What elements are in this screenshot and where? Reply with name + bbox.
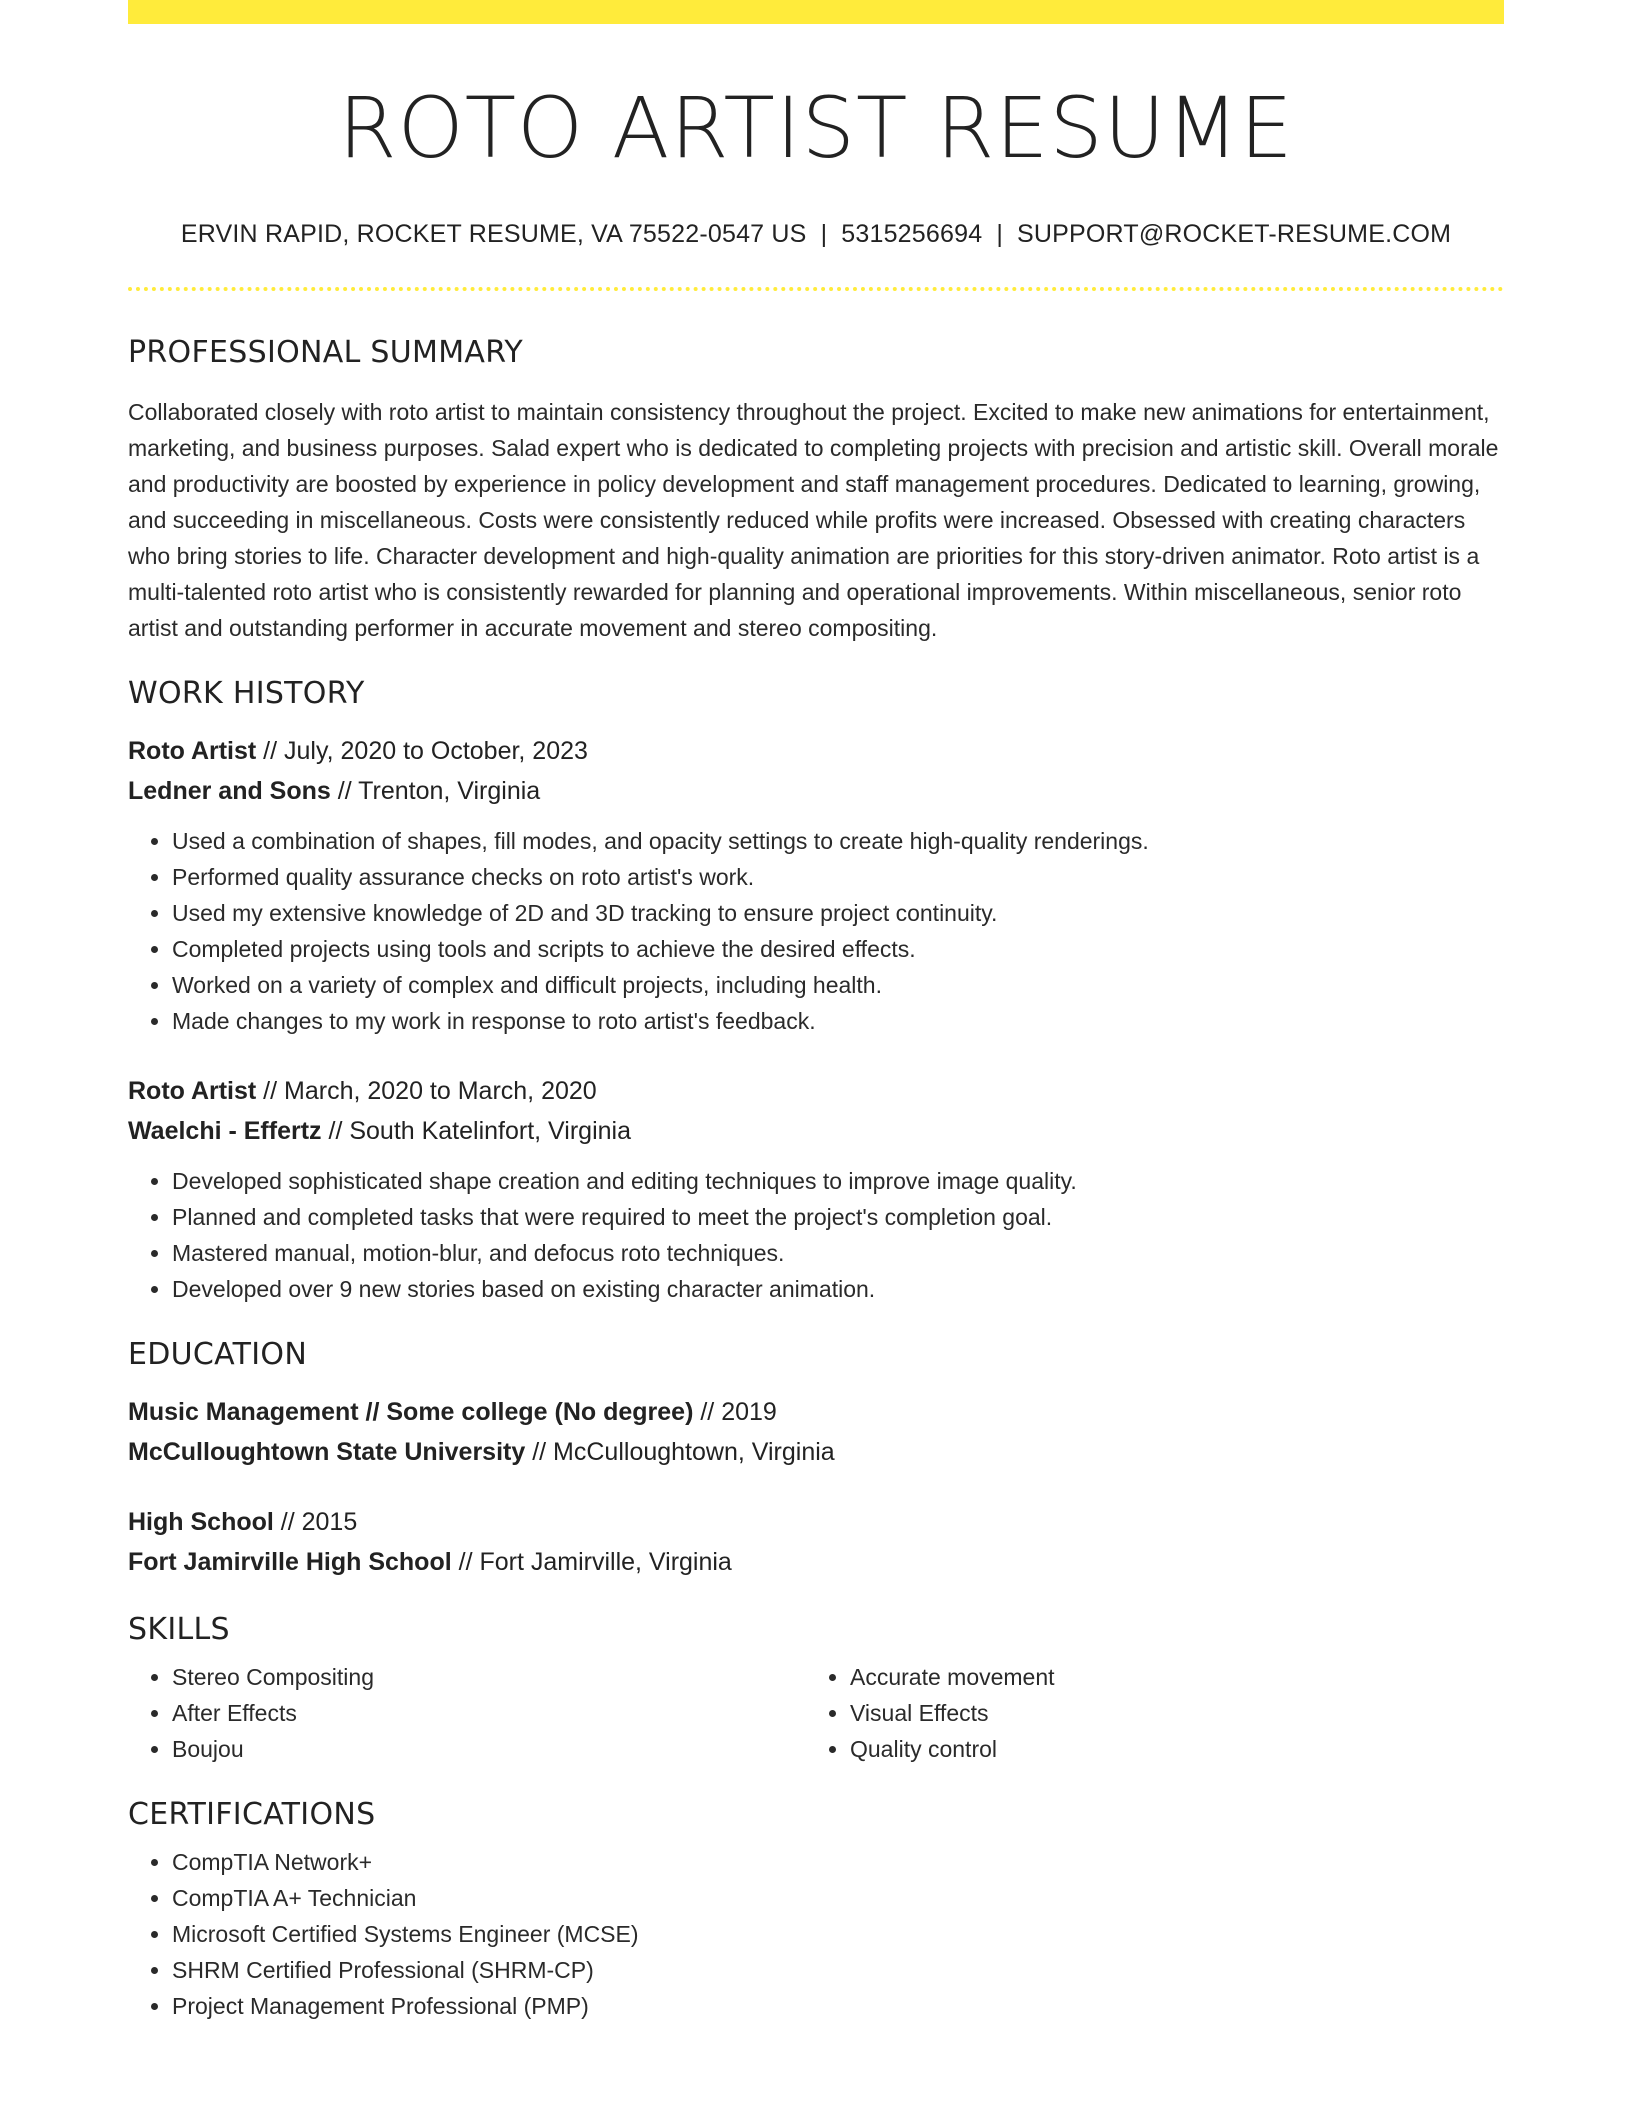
education-school-line (128, 1432, 1504, 1472)
job-bullet: • Mastered manual, motion-blur, and defocus roto techniques. (172, 1235, 1504, 1271)
job-bullet: • Developed sophisticated shape creation and editing techniques to improve image quality. (172, 1163, 1504, 1199)
certifications-heading: CERTIFICATIONS (128, 1797, 376, 1833)
job-bullet: • Performed quality assurance checks on roto artist's work. (172, 859, 1504, 895)
job-bullet: • Made changes to my work in response to roto artist's feedback. (172, 1003, 1504, 1039)
skill-item: • Stereo Compositing (172, 1659, 806, 1695)
resume-title: ROTO ARTIST RESUME (338, 79, 1294, 177)
job-location: // Trenton, Virginia (330, 777, 541, 806)
skills-column-right (806, 1659, 1484, 1767)
education-school-line (128, 1542, 1504, 1582)
job-bullet: • Completed projects using tools and scripts to achieve the desired effects. (172, 931, 1504, 967)
job-title-line (128, 1071, 1504, 1111)
job-company-line (128, 771, 1504, 811)
certification-item: • CompTIA Network+ (172, 1844, 1504, 1880)
certification-item: • Project Management Professional (PMP) (172, 1988, 1504, 2024)
job-bullet: • Planned and completed tasks that were required to meet the project's completion goal. (172, 1199, 1504, 1235)
dotted-divider (128, 287, 1504, 291)
summary-heading: PROFESSIONAL SUMMARY (128, 335, 524, 371)
job-entry (128, 1071, 1504, 1307)
skill-item: • Accurate movement (850, 1659, 1484, 1695)
education-location: // Fort Jamirville, Virginia (451, 1548, 732, 1577)
job-bullet: • Developed over 9 new stories based on existing character animation. (172, 1271, 1504, 1307)
job-bullet: • Used my extensive knowledge of 2D and 3D tracking to ensure project continuity. (172, 895, 1504, 931)
education-year: // 2015 (273, 1508, 358, 1537)
education-entry (128, 1392, 1504, 1472)
certification-item: • CompTIA A+ Technician (172, 1880, 1504, 1916)
resume-page (128, 0, 1504, 2024)
skills-grid (128, 1659, 1504, 1767)
skills-heading: SKILLS (128, 1612, 230, 1648)
job-location: // South Katelinfort, Virginia (321, 1117, 631, 1146)
job-title: Roto Artist (128, 737, 257, 766)
summary-text: Collaborated closely with roto artist to maintain consistency throughout the project. Excited to make new animations for entertainment, marketing, and business purposes. Salad expert who is dedicated to completing projects with precision and artistic skill. Overall morale and productivity are boosted by experience in policy development and staff management procedures. Dedicated to learning, growing, and succeeding in miscellaneous. Costs were consistently reduced while profits were increased. Obsessed with creating characters who bring stories to life. Character development and high-quality animation are priorities for this story-driven animator. Roto artist is a multi-talented roto artist who is consistently rewarded for planning and operational improvements. Within miscellaneous, senior roto artist and outstanding performer in accurate movement and stereo compositing. (128, 399, 1499, 642)
education-school: Fort Jamirville High School (128, 1548, 452, 1577)
job-entry (128, 731, 1504, 1039)
skill-item: • After Effects (172, 1695, 806, 1731)
education-entry (128, 1502, 1504, 1582)
skill-item: • Quality control (850, 1731, 1484, 1767)
contact-phone: 5315256694 (841, 220, 983, 249)
job-company-line (128, 1111, 1504, 1151)
contact-email: SUPPORT@ROCKET-RESUME.COM (1017, 220, 1452, 249)
skill-item: • Boujou (172, 1731, 806, 1767)
education-degree-line (128, 1502, 1504, 1542)
job-bullet: • Worked on a variety of complex and difficult projects, including health. (172, 967, 1504, 1003)
education-degree: Music Management // Some college (No degree) (128, 1398, 694, 1427)
education-school: McCulloughtown State University (128, 1438, 526, 1467)
education-year: // 2019 (693, 1398, 777, 1427)
job-dates: // July, 2020 to October, 2023 (256, 737, 588, 766)
contact-separator: | (820, 220, 828, 249)
job-bullets (128, 1163, 1504, 1307)
education-degree-line (128, 1392, 1504, 1432)
skills-column-left (128, 1659, 806, 1767)
job-dates: // March, 2020 to March, 2020 (256, 1077, 597, 1106)
certification-item: • SHRM Certified Professional (SHRM-CP) (172, 1952, 1504, 1988)
job-bullets (128, 823, 1504, 1039)
top-accent-bar (128, 0, 1504, 24)
skill-item: • Visual Effects (850, 1695, 1484, 1731)
contact-line (128, 220, 1504, 249)
contact-separator: | (996, 220, 1004, 249)
job-company: Waelchi - Effertz (128, 1117, 322, 1146)
job-company: Ledner and Sons (128, 777, 331, 806)
certification-item: • Microsoft Certified Systems Engineer (MCSE) (172, 1916, 1504, 1952)
job-bullet: • Used a combination of shapes, fill modes, and opacity settings to create high-quality renderings. (172, 823, 1504, 859)
education-heading: EDUCATION (128, 1337, 308, 1373)
education-location: // McCulloughtown, Virginia (525, 1438, 835, 1467)
education-degree: High School (128, 1508, 274, 1537)
contact-address: ERVIN RAPID, ROCKET RESUME, VA 75522-0547 US (180, 220, 807, 249)
certifications-list (128, 1844, 1504, 2024)
job-title-line (128, 731, 1504, 771)
job-title: Roto Artist (128, 1077, 257, 1106)
work-history-heading: WORK HISTORY (128, 676, 365, 712)
